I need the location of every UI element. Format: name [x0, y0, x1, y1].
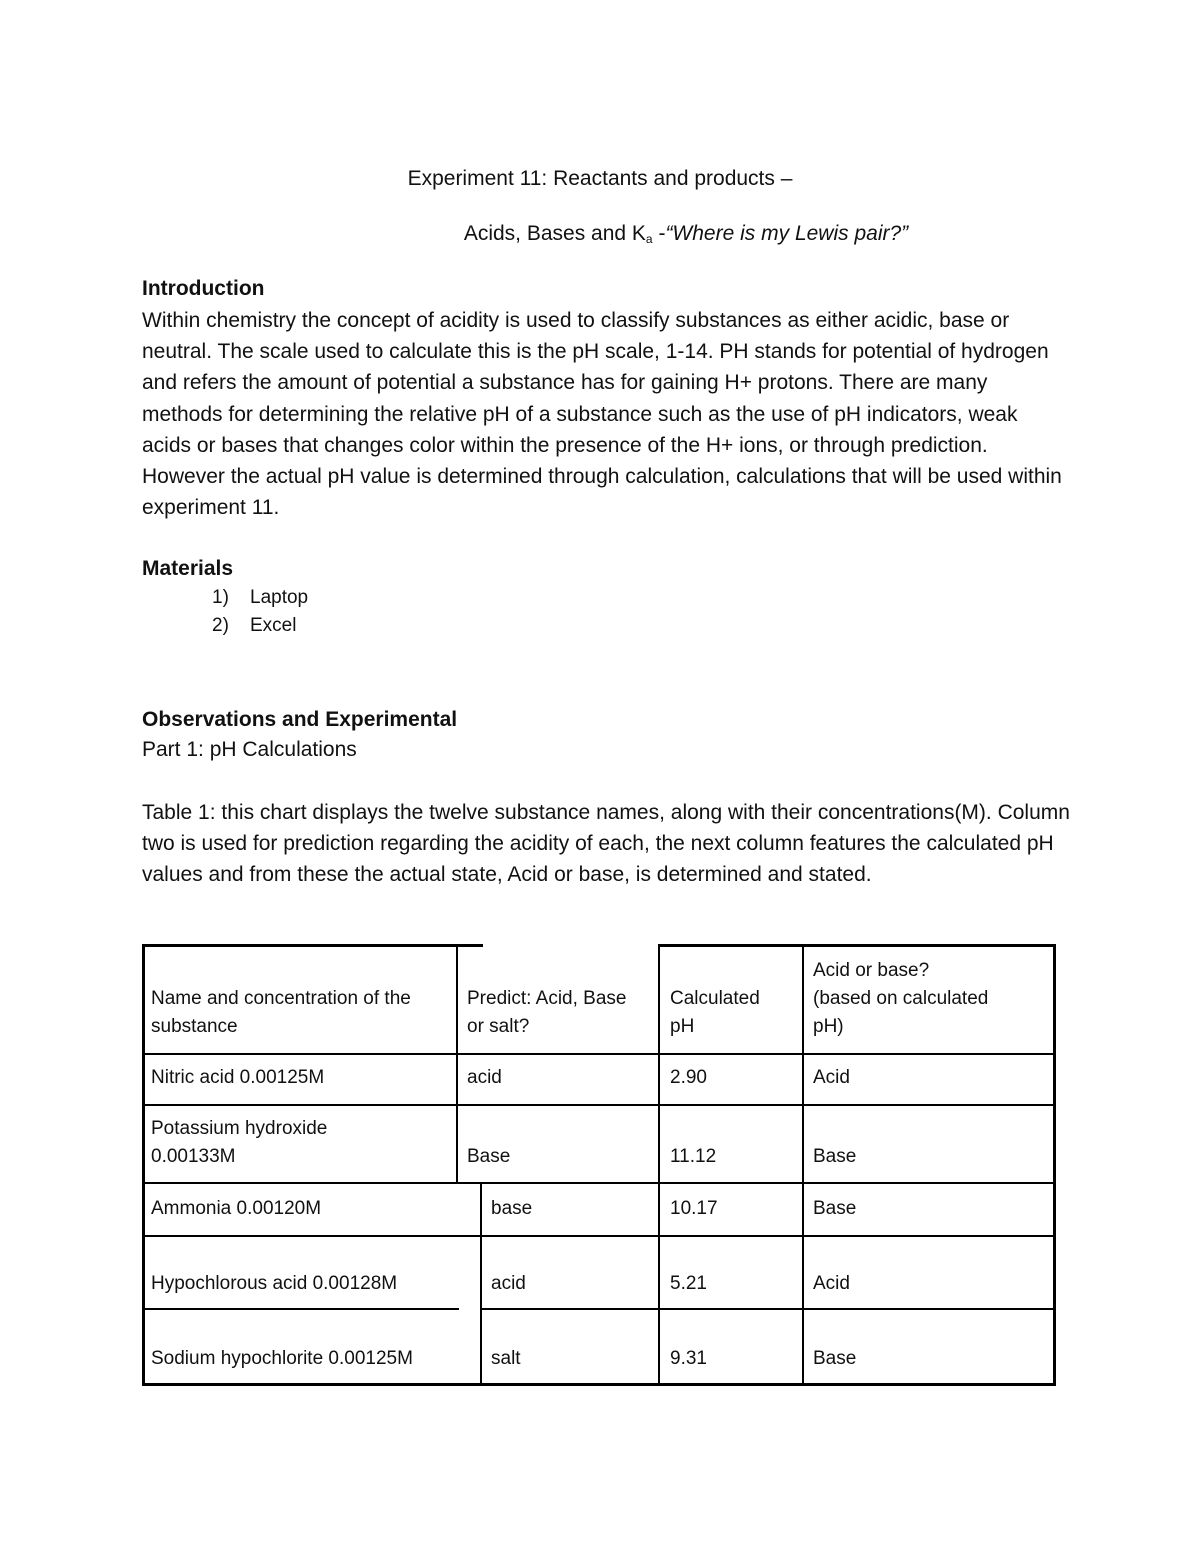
list-number: 1): [212, 587, 229, 608]
introduction-heading: Introduction: [142, 277, 265, 300]
table-caption: Table 1: this chart displays the twelve substance names, along with their concentrations(M). Column two is used for prediction regarding the acidity of each, the next column features the calculated pH values and from these the actual state, Acid or base, is determined and stated.: [142, 801, 1070, 887]
header-predict-line2: or salt?: [467, 1016, 530, 1037]
table-col-divider: [802, 944, 804, 1386]
header-state-line3: pH): [813, 1016, 844, 1037]
table-cell-name: Hypochlorous acid 0.00128M: [151, 1273, 398, 1294]
header-state: [813, 957, 988, 1041]
document-title-line1: Experiment 11: Reactants and products –: [407, 167, 793, 190]
table-cell-name: Nitric acid 0.00125M: [151, 1067, 325, 1088]
materials-list: [212, 584, 308, 640]
document-title-line2: [86, 221, 1200, 252]
title-italic-quote: “Where is my Lewis pair?”: [665, 222, 909, 245]
table-right-border: [1053, 944, 1056, 1386]
table-cell-name: [151, 1115, 327, 1171]
materials-item: [212, 584, 308, 612]
header-calculated: [670, 985, 760, 1041]
table-row-divider: [142, 1053, 1056, 1055]
table-cell-ph: 10.17: [670, 1198, 718, 1219]
table-cell-state: Acid: [813, 1273, 850, 1294]
table-col-divider: [480, 1182, 482, 1386]
observations-heading: Observations and Experimental: [142, 708, 458, 731]
table-cell-name: Sodium hypochlorite 0.00125M: [151, 1348, 413, 1369]
header-name: [151, 985, 411, 1041]
table-cell-ph: 9.31: [670, 1348, 707, 1369]
materials-heading: Materials: [142, 557, 234, 580]
header-predict-line1: Predict: Acid, Base: [467, 988, 627, 1009]
table-row-divider: [481, 1308, 1056, 1310]
materials-item: [212, 612, 308, 640]
table-cell-ph: 2.90: [670, 1067, 707, 1088]
table-cell-predict: acid: [467, 1067, 502, 1088]
table-cell-name-line2: 0.00133M: [151, 1146, 236, 1167]
table-cell-predict: salt: [491, 1348, 521, 1369]
table-top-border-left: [142, 944, 483, 947]
table-bottom-border: [142, 1383, 1056, 1386]
list-label: Laptop: [250, 587, 309, 608]
header-state-line2: (based on calculated: [813, 988, 989, 1009]
table-cell-state: Acid: [813, 1067, 850, 1088]
table-row-divider: [142, 1235, 1056, 1237]
part-heading: Part 1: pH Calculations: [142, 738, 357, 761]
table-cell-name-line1: Potassium hydroxide: [151, 1118, 328, 1139]
header-calculated-line1: Calculated: [670, 988, 760, 1009]
ka-subscript: a: [645, 232, 653, 246]
table-cell-ph: 5.21: [670, 1273, 707, 1294]
list-number: 2): [212, 615, 229, 636]
table-cell-predict: base: [491, 1198, 533, 1219]
list-label: Excel: [250, 615, 297, 636]
table-col-divider: [658, 944, 660, 1386]
table-cell-state: Base: [813, 1198, 857, 1219]
header-name-line2: substance: [151, 1016, 238, 1037]
header-name-line1: Name and concentration of the: [151, 988, 411, 1009]
table-top-border-right: [658, 944, 1056, 947]
header-calculated-line2: pH: [670, 1016, 695, 1037]
header-state-line1: Acid or base?: [813, 960, 930, 981]
table-cell-predict: acid: [491, 1273, 526, 1294]
introduction-body: Within chemistry the concept of acidity is used to classify substances as either acidic, base or neutral. The scale used to calculate this is the pH scale, 1-14. PH stands for potential of hydrogen and refers the amount of potential a substance has for gaining H+ protons. There are many methods for determining the relative pH of a substance such as the use of pH indicators, weak acids or bases that changes color within the presence of the H+ ions, or through prediction. However the actual pH value is determined through calculation, calculations that will be used within experiment 11.: [142, 309, 1062, 520]
table-cell-name: Ammonia 0.00120M: [151, 1198, 322, 1219]
table-cell-state: Base: [813, 1146, 857, 1167]
table-cell-predict: Base: [467, 1146, 511, 1167]
table-row-divider: [142, 1182, 1056, 1184]
table-row-divider-short: [142, 1308, 459, 1310]
title-prefix: Acids, Bases and K: [463, 222, 646, 245]
table-left-border: [142, 944, 145, 1386]
table-row-divider: [142, 1104, 1056, 1106]
table-col-divider: [456, 944, 458, 1184]
table-cell-ph: 11.12: [670, 1146, 717, 1167]
title-dash: -: [652, 222, 666, 245]
header-predict: [467, 985, 626, 1041]
table-cell-state: Base: [813, 1348, 857, 1369]
